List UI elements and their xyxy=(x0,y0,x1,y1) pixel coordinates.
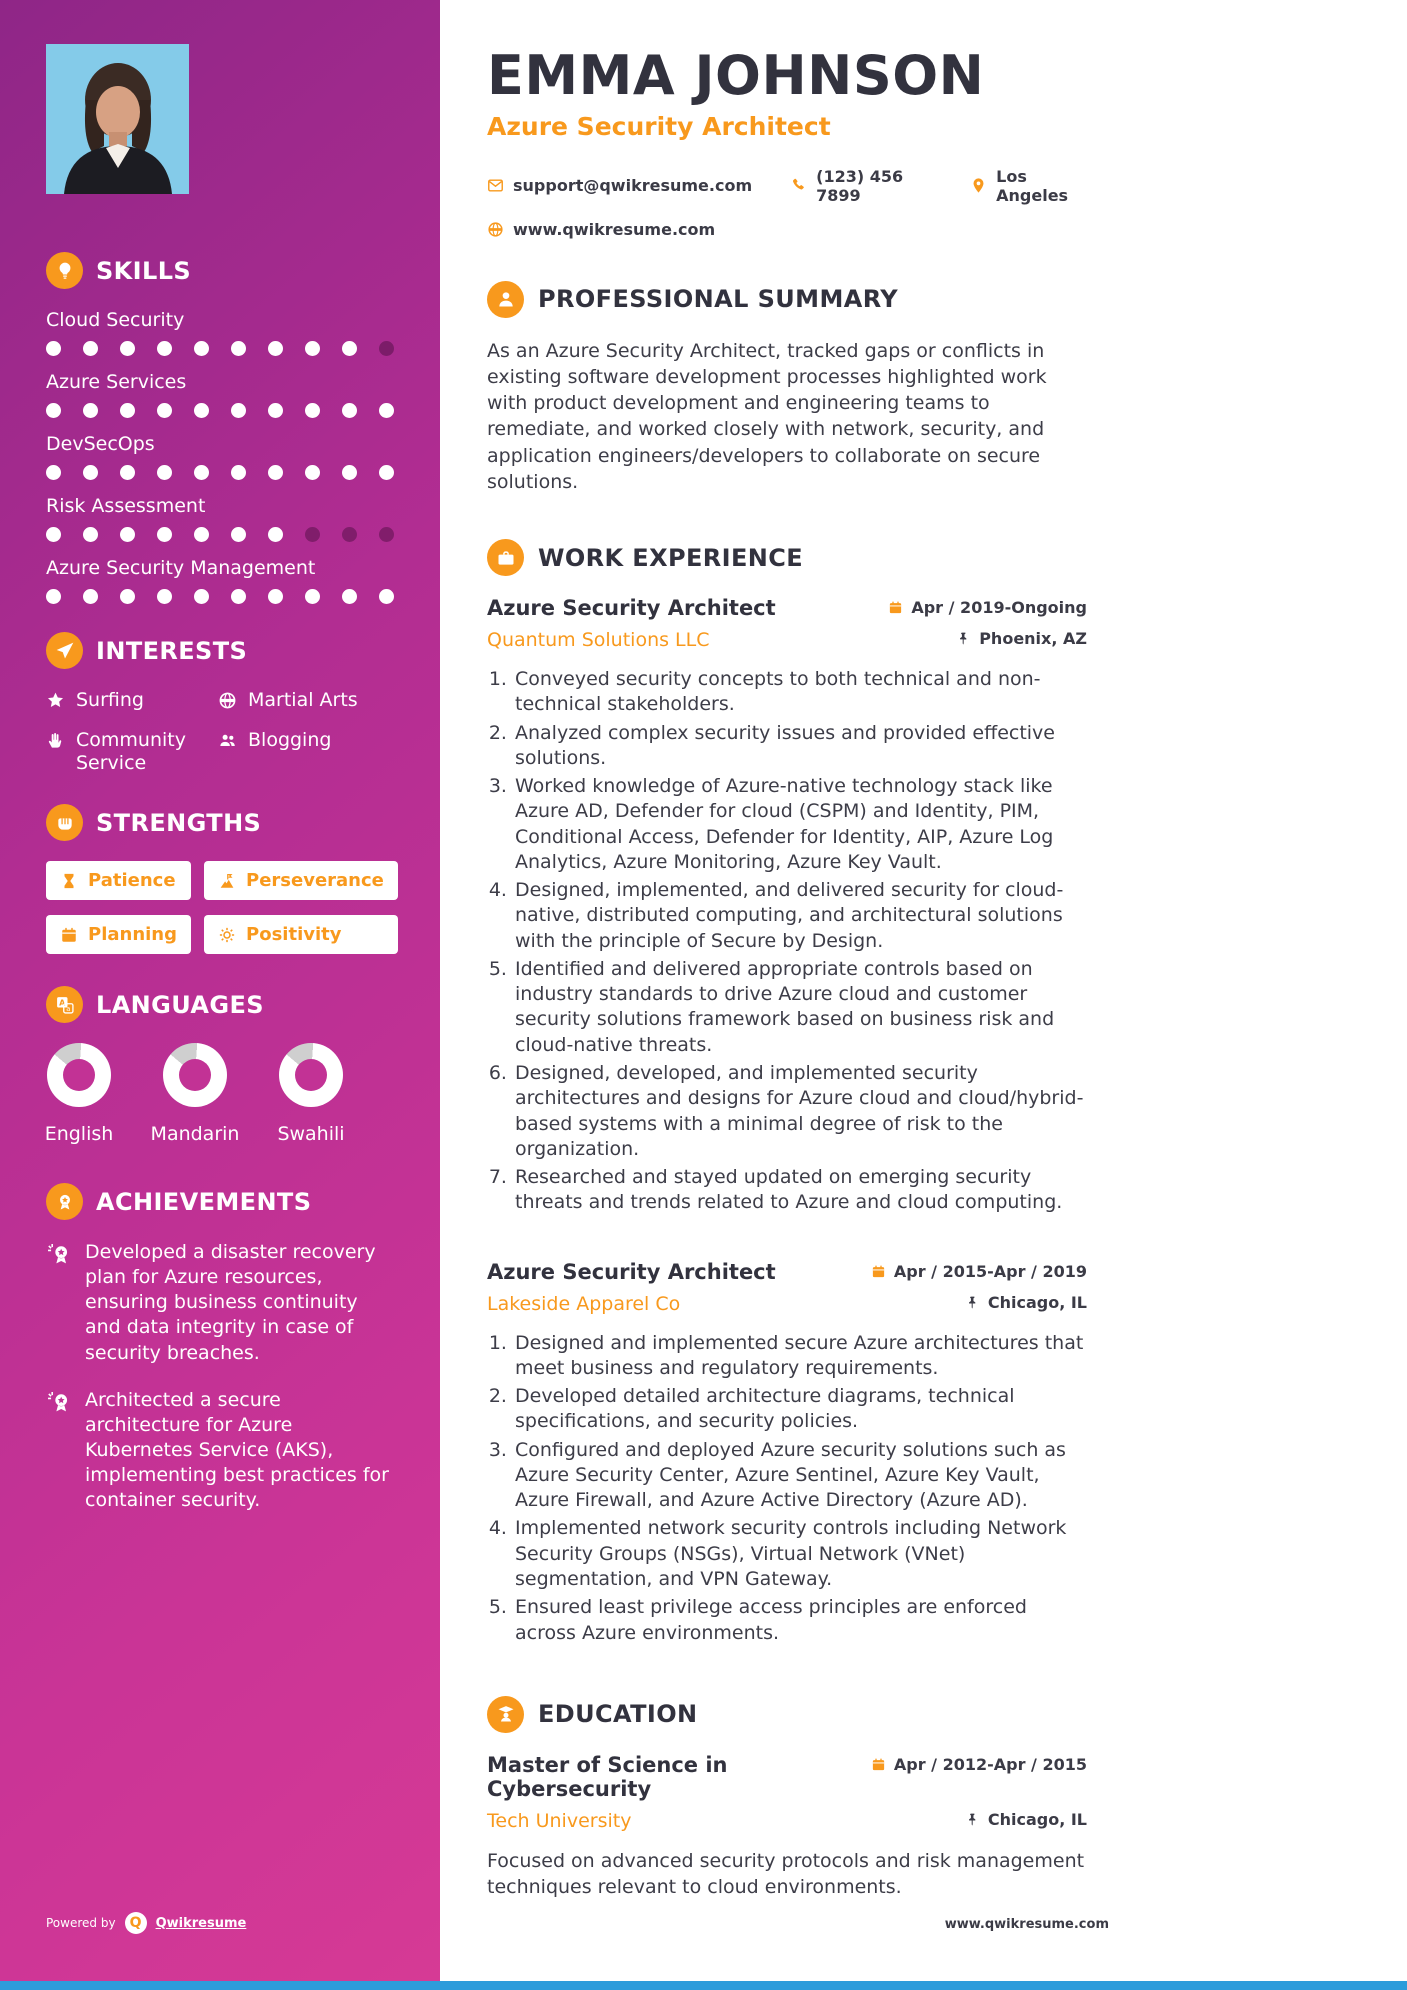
website-row xyxy=(487,220,1087,239)
pushpin-icon xyxy=(965,1812,980,1827)
svg-text:A: A xyxy=(58,998,65,1008)
skill-name: Cloud Security xyxy=(46,309,185,331)
site-footer-link[interactable]: www.qwikresume.com xyxy=(944,1917,1109,1932)
skill-dot xyxy=(46,403,61,418)
lightbulb-icon xyxy=(46,252,83,289)
skill-dot xyxy=(194,403,209,418)
education-header xyxy=(487,1696,1087,1733)
job-dates xyxy=(888,598,1087,617)
skill-dot xyxy=(157,527,172,542)
skill-dot xyxy=(305,589,320,604)
job-title: Azure Security Architect xyxy=(487,596,776,620)
translate-icon xyxy=(46,986,83,1023)
job-location-text: Chicago, IL xyxy=(987,1292,1087,1312)
language-label: English xyxy=(44,1123,114,1146)
job-bullet: 1. Designed and implemented secure Azure architectures that meet business and regulatory requirements. xyxy=(513,1331,1087,1382)
medal-badge-icon xyxy=(46,1390,73,1417)
skill-dot xyxy=(305,465,320,480)
interest-item xyxy=(46,689,218,711)
pushpin-icon xyxy=(956,631,971,646)
job-bullet: 3. Worked knowledge of Azure-native technology stack like Azure AD, Defender for cloud (CSPM) and Identity, PIM, Conditional Access, Defender for Identity, AIP, Azure Log Analytics, Azure Monitoring, Azure Key Vault. xyxy=(513,774,1087,875)
website-text: www.qwikresume.com xyxy=(513,219,716,239)
language-item xyxy=(278,1043,344,1145)
skill-dot xyxy=(379,341,394,356)
strength-label: Perseverance xyxy=(246,870,384,892)
skill-dot xyxy=(305,527,320,542)
interest-item xyxy=(46,729,218,774)
summary-header xyxy=(487,281,1087,318)
strength-label: Positivity xyxy=(246,924,342,946)
svg-text:a: a xyxy=(65,1004,70,1013)
job-location xyxy=(956,629,1087,648)
skill-dot xyxy=(83,341,98,356)
skill-dot xyxy=(46,341,61,356)
job-entry xyxy=(487,596,1087,1216)
summary-title: PROFESSIONAL SUMMARY xyxy=(538,285,899,314)
education-location-text: Chicago, IL xyxy=(987,1809,1087,1829)
job-location xyxy=(965,1293,1087,1312)
work-header xyxy=(487,539,1087,576)
strengths-list xyxy=(46,861,394,954)
skill-dot xyxy=(46,465,61,480)
users-icon xyxy=(218,731,237,750)
job-bullet: 4. Designed, implemented, and delivered security for cloud-native, distributed computing, and architectural solutions with the principle of Secure by Design. xyxy=(513,878,1087,954)
achievement-item xyxy=(46,1388,394,1513)
email-contact[interactable] xyxy=(487,176,752,195)
strength-card xyxy=(46,915,191,954)
skill-dot xyxy=(157,465,172,480)
skill-dot xyxy=(342,527,357,542)
job-bullet: 2. Developed detailed architecture diagrams, technical specifications, and security policies. xyxy=(513,1384,1087,1435)
skill-dot xyxy=(305,341,320,356)
sun-icon xyxy=(218,926,236,944)
job-bullet: 3. Configured and deployed Azure security solutions such as Azure Security Center, Azure Sentinel, Azure Key Vault, Azure Firewall, and Azure Active Directory (Azure AD). xyxy=(513,1438,1087,1514)
skill-dots xyxy=(46,527,394,542)
skill-dot xyxy=(268,403,283,418)
job-location-text: Phoenix, AZ xyxy=(979,629,1087,648)
achievement-item xyxy=(46,1240,394,1365)
language-donut-chart xyxy=(163,1043,227,1107)
languages-section xyxy=(46,986,394,1145)
main-column xyxy=(440,0,1407,1990)
skill-dot xyxy=(342,465,357,480)
interest-label: Surfing xyxy=(76,689,144,711)
language-label: Swahili xyxy=(277,1123,345,1146)
skill-dots xyxy=(46,465,394,480)
skill-dot xyxy=(268,589,283,604)
languages-title: LANGUAGES xyxy=(96,990,264,1019)
strengths-title: STRENGTHS xyxy=(96,808,262,837)
skill-dot xyxy=(46,527,61,542)
job-bullet-list xyxy=(487,1331,1087,1646)
skill-dot xyxy=(157,589,172,604)
calendar-icon xyxy=(888,600,903,615)
job-title: Azure Security Architect xyxy=(487,1259,776,1284)
briefcase-icon xyxy=(487,539,524,576)
interests-title: INTERESTS xyxy=(96,636,248,665)
job-bullet: 7. Researched and stayed updated on emerging security threats and trends related to Azure and cloud computing. xyxy=(513,1165,1087,1216)
skill-dot xyxy=(231,403,246,418)
skill-item xyxy=(46,371,394,418)
company-name: Quantum Solutions LLC xyxy=(487,629,710,651)
interests-header xyxy=(46,632,394,669)
education-dates xyxy=(871,1755,1087,1774)
skill-dot xyxy=(231,465,246,480)
fist-icon xyxy=(46,804,83,841)
language-item xyxy=(150,1043,240,1146)
job-bullet: 5. Ensured least privilege access principles are enforced across Azure environments. xyxy=(513,1595,1087,1646)
skill-dot xyxy=(379,527,394,542)
interest-item xyxy=(218,729,394,774)
strength-card xyxy=(204,915,398,954)
graduate-icon xyxy=(487,1696,524,1733)
skill-name: DevSecOps xyxy=(46,433,155,455)
language-item xyxy=(46,1043,112,1145)
phone-text: (123) 456 7899 xyxy=(816,166,904,205)
skill-dot xyxy=(231,589,246,604)
interests-section xyxy=(46,632,394,774)
job-bullet-list xyxy=(487,667,1087,1216)
work-experience-section xyxy=(487,539,1087,1646)
globe-icon xyxy=(487,221,504,238)
skill-dot xyxy=(379,589,394,604)
skill-dot xyxy=(194,527,209,542)
medal-icon xyxy=(46,1183,83,1220)
education-note: Focused on advanced security protocols and risk management techniques relevant to cloud environments. xyxy=(487,1849,1085,1898)
job-bullet: 1. Conveyed security concepts to both technical and non-technical stakeholders. xyxy=(513,667,1087,718)
skill-name: Azure Security Management xyxy=(46,557,316,579)
achievements-header xyxy=(46,1183,394,1220)
star-icon xyxy=(46,691,65,710)
globe-icon xyxy=(218,691,237,710)
job-company-row xyxy=(487,620,1087,651)
skill-name: Risk Assessment xyxy=(46,495,206,517)
interest-label: Martial Arts xyxy=(248,689,358,711)
job-company-row xyxy=(487,1284,1087,1315)
interest-label: Community Service xyxy=(76,729,186,774)
main-content xyxy=(487,44,1087,1900)
job-bullet: 5. Identified and delivered appropriate controls based on industry standards to drive Azure cloud and customer security solutions framework based on business risk and cloud-native threats. xyxy=(513,957,1087,1058)
calendar-icon xyxy=(871,1757,886,1772)
achievement-text: Developed a disaster recovery plan for Azure resources, ensuring business continuity and data integrity in case of security breaches. xyxy=(85,1241,376,1364)
skill-item xyxy=(46,495,394,542)
job-title-row xyxy=(487,596,1087,620)
education-dates-text: Apr / 2012-Apr / 2015 xyxy=(893,1754,1087,1774)
summary-section xyxy=(487,281,1087,495)
skills-section xyxy=(46,252,394,604)
job-bullet: 2. Analyzed complex security issues and provided effective solutions. xyxy=(513,721,1087,772)
job-bullet: 6. Designed, developed, and implemented security architectures and designs for Azure cloud and cloud/hybrid-based systems with a minimal degree of risk to the organization. xyxy=(513,1061,1087,1162)
mountain-flag-icon xyxy=(218,872,236,890)
skill-dot xyxy=(83,465,98,480)
skill-item xyxy=(46,309,394,356)
contact-row xyxy=(487,167,1087,205)
skill-dot xyxy=(157,341,172,356)
strengths-header xyxy=(46,804,394,841)
paper-plane-icon xyxy=(46,632,83,669)
job-bullet: 4. Implemented network security controls including Network Security Groups (NSGs), Virtual Network (VNet) segmentation, and VPN Gateway. xyxy=(513,1516,1087,1592)
achievements-title: ACHIEVEMENTS xyxy=(96,1187,312,1216)
skill-dots xyxy=(46,403,394,418)
work-title: WORK EXPERIENCE xyxy=(538,543,804,572)
skill-dots xyxy=(46,589,394,604)
qwikresume-brand-link[interactable]: Qwikresume xyxy=(155,1915,247,1931)
strengths-section xyxy=(46,804,394,954)
skill-dot xyxy=(342,589,357,604)
email-text: support@qwikresume.com xyxy=(513,176,753,196)
company-name: Lakeside Apparel Co xyxy=(487,1292,681,1315)
school-name: Tech University xyxy=(487,1809,632,1832)
skill-dot xyxy=(120,465,135,480)
envelope-icon xyxy=(487,177,504,194)
job-dates-text: Apr / 2015-Apr / 2019 xyxy=(893,1261,1087,1281)
skill-dot xyxy=(268,341,283,356)
interest-item xyxy=(218,689,394,711)
skill-dot xyxy=(157,403,172,418)
skill-dot xyxy=(231,527,246,542)
phone-icon xyxy=(790,177,807,194)
candidate-name: EMMA JOHNSON xyxy=(487,44,985,107)
calendar-icon xyxy=(60,926,78,944)
location-text: Los Angeles xyxy=(996,166,1069,205)
skill-dot xyxy=(120,341,135,356)
education-location xyxy=(965,1810,1087,1829)
profile-photo-illustration xyxy=(46,44,189,194)
hourglass-icon xyxy=(60,872,78,890)
job-dates-text: Apr / 2019-Ongoing xyxy=(911,598,1087,617)
job-entry xyxy=(487,1260,1087,1646)
achievements-section xyxy=(46,1183,394,1513)
skill-item xyxy=(46,433,394,480)
skill-dot xyxy=(342,403,357,418)
job-title-row xyxy=(487,1260,1087,1284)
language-donut-chart xyxy=(47,1043,111,1107)
school-row xyxy=(487,1801,1087,1832)
skills-title: SKILLS xyxy=(96,256,192,285)
skill-dot xyxy=(342,341,357,356)
language-donut-chart xyxy=(279,1043,343,1107)
skill-dot xyxy=(231,341,246,356)
qwikresume-logo: Q xyxy=(125,1912,147,1934)
skill-item xyxy=(46,557,394,604)
map-pin-icon xyxy=(970,177,987,194)
degree-title: Master of Science in Cybersecurity xyxy=(487,1752,728,1801)
sidebar xyxy=(0,0,440,1990)
medal-badge-icon xyxy=(46,1242,73,1269)
powered-by-label: Powered by xyxy=(46,1916,116,1930)
location-contact xyxy=(970,167,1087,205)
skill-dot xyxy=(194,465,209,480)
strength-label: Patience xyxy=(88,870,176,892)
bottom-accent-bar xyxy=(0,1981,1407,1990)
skill-dot xyxy=(120,527,135,542)
skill-dot xyxy=(83,589,98,604)
skill-dot xyxy=(83,403,98,418)
languages-header xyxy=(46,986,394,1023)
website-contact[interactable] xyxy=(487,220,715,239)
interest-label: Blogging xyxy=(248,729,332,752)
summary-text: As an Azure Security Architect, tracked gaps or conflicts in existing software development processes highlighted work with product development and engineering teams to remediate, and worked closely with network, security, and application engineers/developers to collaborate on secure solutions. xyxy=(487,339,1047,493)
skill-dot xyxy=(83,527,98,542)
skill-dot xyxy=(120,403,135,418)
skill-dot xyxy=(194,341,209,356)
pushpin-icon xyxy=(965,1295,980,1310)
powered-by-footer xyxy=(46,1912,246,1934)
skill-dot xyxy=(305,403,320,418)
education-section xyxy=(487,1696,1087,1900)
hand-icon xyxy=(46,731,65,750)
skill-dot xyxy=(268,527,283,542)
achievement-text: Architected a secure architecture for Azure Kubernetes Service (AKS), implementing best practices for container security. xyxy=(85,1388,389,1511)
phone-contact[interactable] xyxy=(790,167,932,205)
skill-dot xyxy=(379,403,394,418)
skill-dot xyxy=(268,465,283,480)
skill-dot xyxy=(194,589,209,604)
job-dates xyxy=(871,1262,1087,1281)
degree-row xyxy=(487,1753,1087,1801)
skill-dot xyxy=(120,589,135,604)
education-title: EDUCATION xyxy=(538,1700,698,1729)
skill-name: Azure Services xyxy=(46,371,187,393)
skill-dots xyxy=(46,341,394,356)
profile-photo xyxy=(46,44,189,194)
strength-card xyxy=(46,861,191,900)
skills-header xyxy=(46,252,394,289)
strength-card xyxy=(204,861,398,900)
person-icon xyxy=(487,281,524,318)
strength-label: Planning xyxy=(88,924,178,946)
language-label: Mandarin xyxy=(150,1123,240,1146)
languages-list xyxy=(46,1043,394,1145)
calendar-icon xyxy=(871,1264,886,1279)
skill-dot xyxy=(46,589,61,604)
skill-dot xyxy=(379,465,394,480)
interests-list xyxy=(46,689,394,774)
candidate-title: Azure Security Architect xyxy=(487,111,831,141)
